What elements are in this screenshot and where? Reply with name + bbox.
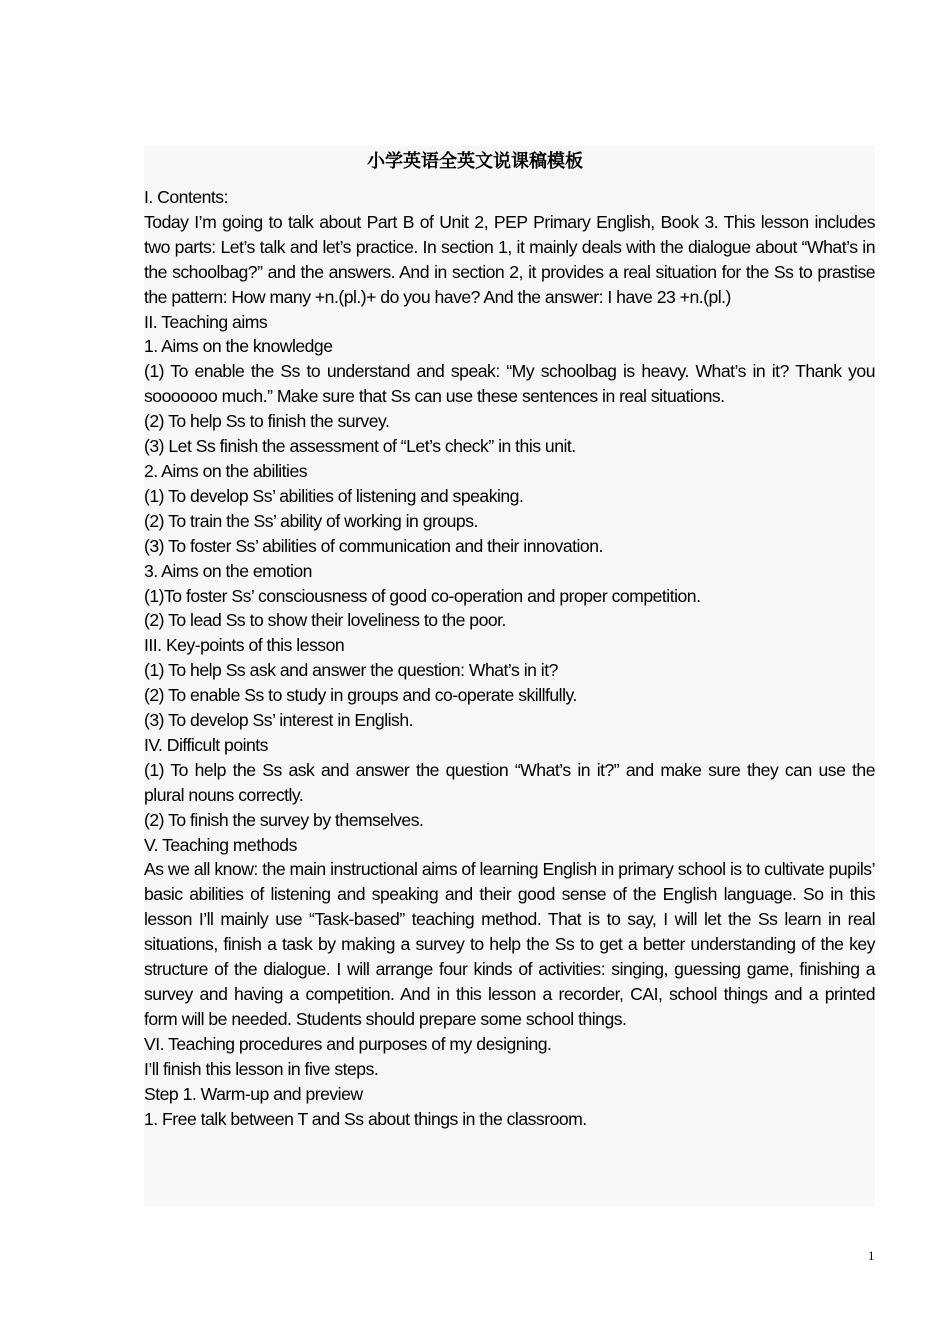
contents-paragraph: Today I’m going to talk about Part B of Unit 2, PEP Primary English, Book 3. This lesson includes two parts: Let’s talk and let’s practice. In section 1, it mainly deals with the dialogue about “What’s in the schoolbag?” and the answers. And in section 2, it provides a real situation for the Ss to prastise the pattern: How many +n.(pl.)+ do you have? And the answer: I have 23 +n.(pl.) <box>144 211 875 307</box>
teaching-methods-heading: V. Teaching methods <box>144 834 297 855</box>
difficult-item-1: (1) To help the Ss ask and answer the question “What’s in it?” and make sure they can use the plural nouns correctly. <box>144 759 875 805</box>
abilities-item-1: (1) To develop Ss’ abilities of listening and speaking. <box>144 485 524 506</box>
contents-heading: I. Contents: <box>144 187 228 207</box>
document-body <box>144 185 875 1131</box>
emotion-item-1: (1)To foster Ss’ consciousness of good co-operation and proper competition. <box>144 585 701 606</box>
document-title: 小学英语全英文说课稿模板 <box>367 151 583 172</box>
difficult-item-2: (2) To finish the survey by themselves. <box>144 809 424 830</box>
keypoints-item-3: (3) To develop Ss’ interest in English. <box>144 710 413 731</box>
step-1-heading: Step 1. Warm-up and preview <box>144 1083 363 1104</box>
abilities-item-3: (3) To foster Ss’ abilities of communication and their innovation. <box>144 535 603 556</box>
step-1-item-1: 1. Free talk between T and Ss about things in the classroom. <box>144 1108 587 1129</box>
teaching-aims-heading: II. Teaching aims <box>144 311 268 332</box>
abilities-heading: 2. Aims on the abilities <box>144 460 308 481</box>
teaching-methods-paragraph: As we all know: the main instructional aims of learning English in primary school is to cultivate pupils’ basic abilities of listening and speaking and their good sense of the English language. So in this lesson I’ll mainly use “Task-based” teaching method. That is to say, I will let the Ss learn in real situations, finish a task by making a survey to help the Ss to get a better understanding of the key structure of the dialogue. I will arrange four kinds of activities: singing, guessing game, finishing a survey and having a competition. And in this lesson a recorder, CAI, school things and a printed form will be needed. Students should prepare some school things. <box>144 859 875 1029</box>
knowledge-item-3: (3) Let Ss finish the assessment of “Let’s check” in this unit. <box>144 436 576 457</box>
keypoints-heading: III. Key-points of this lesson <box>144 635 345 656</box>
keypoints-item-1: (1) To help Ss ask and answer the question: What’s in it? <box>144 660 558 681</box>
emotion-item-2: (2) To lead Ss to show their loveliness to the poor. <box>144 610 506 631</box>
procedures-intro: I’ll finish this lesson in five steps. <box>144 1058 379 1079</box>
emotion-heading: 3. Aims on the emotion <box>144 560 312 581</box>
page-number: 1 <box>868 1248 875 1263</box>
knowledge-item-2: (2) To help Ss to finish the survey. <box>144 411 390 432</box>
keypoints-item-2: (2) To enable Ss to study in groups and co-operate skillfully. <box>144 685 577 706</box>
difficult-points-heading: IV. Difficult points <box>144 734 268 755</box>
knowledge-heading: 1. Aims on the knowledge <box>144 336 333 357</box>
abilities-item-2: (2) To train the Ss’ ability of working in groups. <box>144 510 478 531</box>
knowledge-item-1: (1) To enable the Ss to understand and speak: “My schoolbag is heavy. What’s in it? Thank you sooooooo much.” Make sure that Ss can use these sentences in real situations. <box>144 361 875 407</box>
teaching-procedures-heading: VI. Teaching procedures and purposes of my designing. <box>144 1033 552 1054</box>
